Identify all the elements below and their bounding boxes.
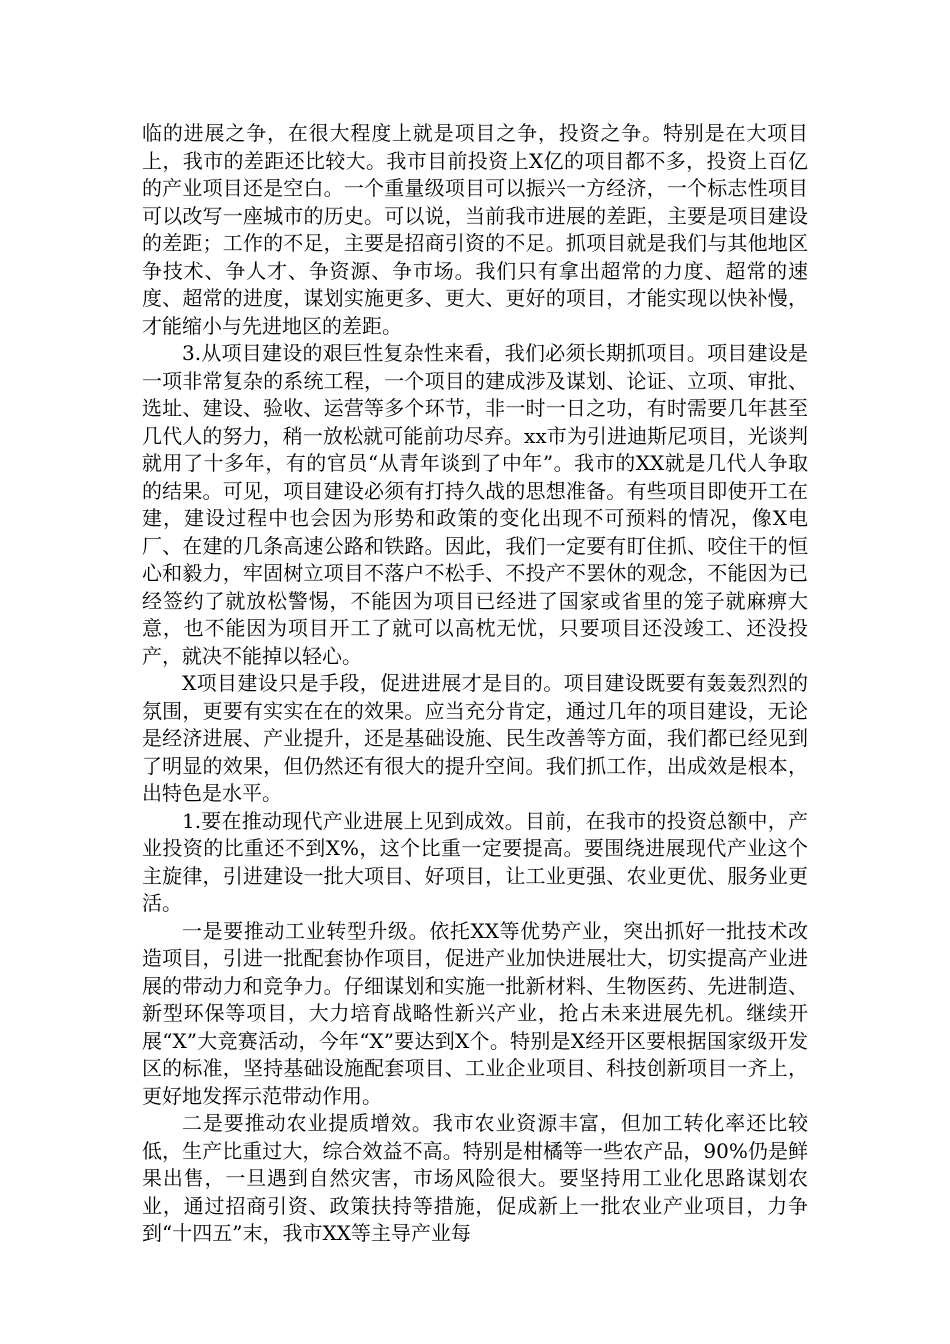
paragraph-modern-industry: 1.要在推动现代产业进展上见到成效。目前，在我市的投资总额中，产业投资的比重还不到X%，这个比重一定要提高。要围绕进展现代产业这个主旋律，引进建设一批大项目、好项目，让工业更强、农业更优、服务业更活。 (142, 808, 808, 915)
document-page (142, 120, 808, 1248)
paragraph-agriculture-upgrade: 二是要推动农业提质增效。我市农业资源丰富，但加工转化率还比较低，生产比重过大，综合效益不高。特别是柑橘等一些农产品，90%仍是鲜果出售，一旦遇到自然灾害，市场风险很大。要坚持用工业化思路谋划农业，通过招商引资、政策扶持等措施，促成新上一批农业产业项目，力争到“十四五”末，我市XX等主导产业每 (142, 1111, 808, 1245)
paragraph-long-term-projects: 3.从项目建设的艰巨性复杂性来看，我们必须长期抓项目。项目建设是一项非常复杂的系统工程，一个项目的建成涉及谋划、论证、立项、审批、选址、建设、验收、运营等多个环节，非一时一日之功，有时需要几年甚至几代人的努力，稍一放松就可能前功尽弃。xx市为引进迪斯尼项目，光谈判就用了十多年，有的官员“从青年谈到了中年”。我市的XX就是几代人争取的结果。可见，项目建设必须有打持久战的思想准备。有些项目即使开工在建，建设过程中也会因为形势和政策的变化出现不可预料的情况，像X电厂、在建的几条高速公路和铁路。因此，我们一定要有盯住抓、咬住干的恒心和毅力，牢固树立项目不落户不松手、不投产不罢休的观念，不能因为已经签约了就放松警惕，不能因为项目已经进了国家或省里的笼子就麻痹大意，也不能因为项目开工了就可以高枕无忧，只要项目还没竣工、还没投产，就决不能掉以轻心。 (142, 341, 808, 668)
paragraph-project-effects: X项目建设只是手段，促进进展才是目的。项目建设既要有轰轰烈烈的氛围，更要有实实在在的效果。应当充分肯定，通过几年的项目建设，无论是经济进展、产业提升，还是基础设施、民生改善等方面，我们都已经见到了明显的效果，但仍然还有很大的提升空间。我们抓工作，出成效是根本，出特色是水平。 (142, 671, 808, 805)
paragraph-project-competition: 临的进展之争，在很大程度上就是项目之争，投资之争。特别是在大项目上，我市的差距还比较大。我市目前投资上X亿的项目都不多，投资上百亿的产业项目还是空白。一个重量级项目可以振兴一方经济，一个标志性项目可以改写一座城市的历史。可以说，当前我市进展的差距，主要是项目建设的差距；工作的不足，主要是招商引资的不足。抓项目就是我们与其他地区争技术、争人才、争资源、争市场。我们只有拿出超常的力度、超常的速度、超常的进度，谋划实施更多、更大、更好的项目，才能实现以快补慢，才能缩小与先进地区的差距。 (142, 121, 808, 338)
paragraph-industrial-upgrade: 一是要推动工业转型升级。依托XX等优势产业，突出抓好一批技术改造项目，引进一批配套协作项目，促进产业加快进展壮大，切实提高产业进展的带动力和竞争力。仔细谋划和实施一批新材料、生物医药、先进制造、新型环保等项目，大力培育战略性新兴产业，抢占未来进展先机。继续开展“X”大竞赛活动，今年“X”要达到X个。特别是X经开区要根据国家级开发区的标准，坚持基础设施配套项目、工业企业项目、科技创新项目一齐上，更好地发挥示范带动作用。 (142, 918, 808, 1108)
